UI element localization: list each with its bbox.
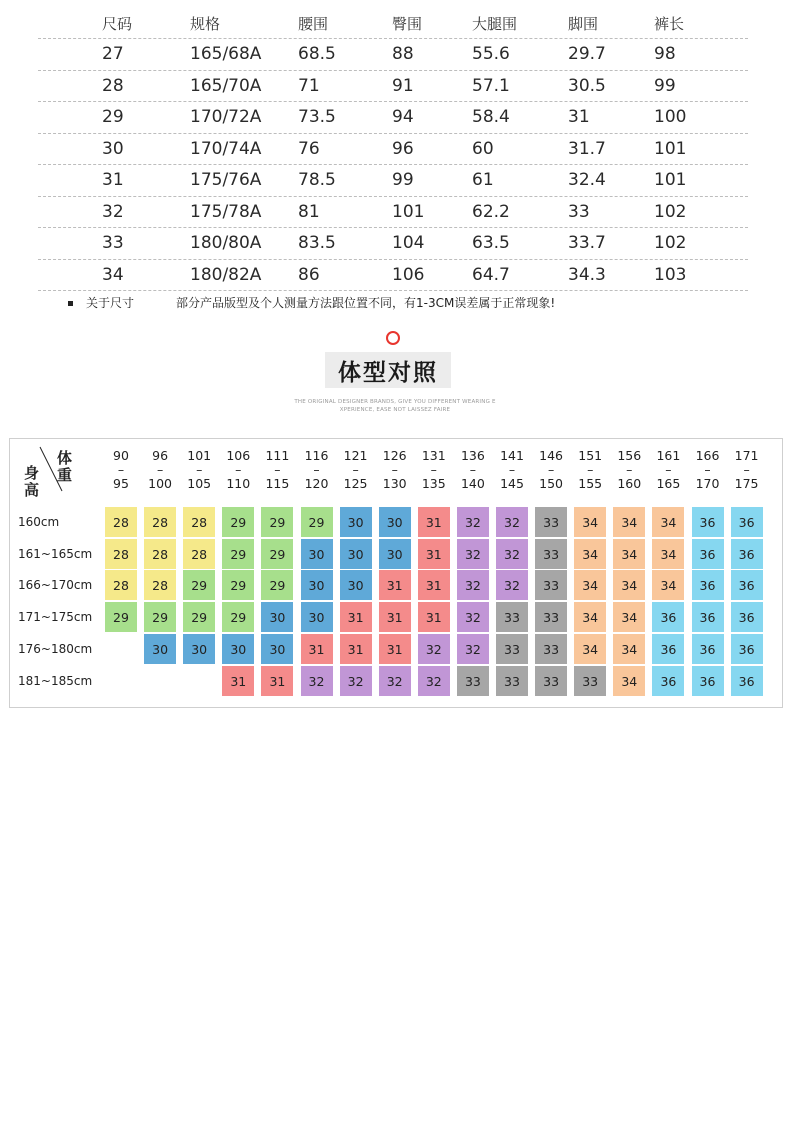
size-cell: 34	[613, 602, 645, 632]
size-table-row	[38, 228, 748, 260]
section-title: 体型对照	[338, 359, 438, 386]
size-cell: 34	[574, 507, 606, 537]
corner-height-label: 身高	[24, 464, 40, 499]
size-cell: 30	[261, 634, 293, 664]
size-cell: 30	[340, 539, 372, 569]
table-cell: 88	[392, 44, 414, 65]
table-cell: 30	[102, 138, 124, 159]
size-cell: 34	[652, 570, 684, 600]
body-type-chart	[9, 438, 783, 1135]
size-cell: 29	[144, 602, 176, 632]
height-row-label: 166~170cm	[18, 578, 93, 592]
weight-min: 166	[695, 448, 720, 463]
weight-min: 156	[617, 448, 642, 463]
size-cell: 29	[261, 539, 293, 569]
weight-range-header	[141, 449, 179, 491]
size-cell: 34	[574, 570, 606, 600]
size-cell: 30	[222, 634, 254, 664]
table-cell: 91	[392, 75, 414, 96]
column-header: 大腿围	[472, 14, 518, 33]
table-cell: 94	[392, 107, 414, 128]
size-cell: 31	[379, 570, 411, 600]
height-row-label: 161~165cm	[18, 547, 93, 561]
subtitle-line-2: XPERIENCE, EASE NOT LAISSEZ FAIRE	[339, 407, 451, 413]
table-cell: 175/78A	[190, 201, 262, 222]
weight-range-header	[219, 449, 257, 491]
table-cell: 62.2	[472, 201, 510, 222]
weight-max: 140	[460, 476, 485, 491]
column-header: 脚围	[568, 14, 599, 33]
note-text: 部分产品版型及个人测量方法跟位置不同，有1-3CM误差属于正常现象!	[176, 296, 556, 310]
range-dash: –	[352, 462, 359, 477]
size-cell: 28	[144, 507, 176, 537]
weight-max: 125	[343, 476, 368, 491]
size-cell: 36	[652, 666, 684, 696]
weight-range-header	[298, 449, 336, 491]
table-cell: 165/70A	[190, 75, 262, 96]
size-table-row	[38, 165, 748, 197]
size-cell: 30	[301, 570, 333, 600]
size-cell: 31	[418, 602, 450, 632]
size-cell: 28	[105, 539, 137, 569]
size-cell: 33	[496, 602, 528, 632]
table-cell: 101	[654, 138, 687, 159]
table-cell: 63.5	[472, 233, 510, 254]
size-cell: 32	[418, 666, 450, 696]
table-cell: 27	[102, 44, 124, 65]
size-cell: 31	[340, 634, 372, 664]
table-cell: 32.4	[568, 170, 606, 191]
table-cell: 81	[298, 201, 320, 222]
table-cell: 71	[298, 75, 320, 96]
size-table-row	[38, 71, 748, 103]
size-table-row	[38, 197, 748, 229]
table-cell: 57.1	[472, 75, 510, 96]
weight-max: 120	[304, 476, 329, 491]
size-cell: 30	[301, 539, 333, 569]
table-cell: 180/80A	[190, 233, 262, 254]
size-cell: 34	[613, 539, 645, 569]
weight-min: 126	[382, 448, 407, 463]
range-dash: –	[587, 462, 594, 477]
height-row-label: 171~175cm	[18, 610, 93, 624]
size-cell: 32	[418, 634, 450, 664]
size-cell: 32	[496, 539, 528, 569]
size-cell: 30	[379, 507, 411, 537]
weight-max: 95	[113, 476, 129, 491]
size-cell: 36	[692, 539, 724, 569]
size-cell: 33	[535, 634, 567, 664]
weight-max: 150	[539, 476, 564, 491]
range-dash: –	[626, 462, 633, 477]
size-cell: 34	[613, 666, 645, 696]
weight-range-header	[337, 449, 375, 491]
weight-max: 100	[148, 476, 173, 491]
size-cell: 32	[457, 539, 489, 569]
weight-max: 130	[382, 476, 407, 491]
weight-range-header	[610, 449, 648, 491]
table-cell: 68.5	[298, 44, 336, 65]
weight-range-header	[728, 449, 766, 491]
table-cell: 58.4	[472, 107, 510, 128]
size-cell: 36	[731, 570, 763, 600]
size-cell: 34	[613, 570, 645, 600]
size-cell: 34	[652, 507, 684, 537]
size-cell: 33	[496, 634, 528, 664]
weight-min: 131	[421, 448, 446, 463]
size-table-row	[38, 134, 748, 166]
size-cell: 31	[301, 634, 333, 664]
size-cell: 28	[183, 507, 215, 537]
range-dash: –	[743, 462, 750, 477]
size-cell: 31	[418, 539, 450, 569]
size-table-header	[38, 8, 748, 39]
size-cell: 29	[222, 507, 254, 537]
size-cell: 36	[692, 634, 724, 664]
table-cell: 102	[654, 201, 687, 222]
size-cell: 31	[340, 602, 372, 632]
weight-min: 141	[500, 448, 524, 463]
weight-max: 105	[187, 476, 212, 491]
table-cell: 98	[654, 44, 676, 65]
range-dash: –	[665, 462, 672, 477]
table-cell: 78.5	[298, 170, 336, 191]
table-cell: 104	[392, 233, 425, 254]
size-cell: 30	[340, 570, 372, 600]
size-cell: 30	[144, 634, 176, 664]
height-row-label: 160cm	[18, 515, 60, 529]
size-note	[68, 292, 768, 314]
size-cell: 32	[496, 507, 528, 537]
size-cell: 28	[105, 507, 137, 537]
size-cell: 36	[652, 634, 684, 664]
table-cell: 33.7	[568, 233, 606, 254]
table-cell: 102	[654, 233, 687, 254]
section-subtitle	[240, 398, 550, 414]
table-cell: 31.7	[568, 138, 606, 159]
size-cell: 36	[731, 602, 763, 632]
size-table-row	[38, 102, 748, 134]
range-dash: –	[196, 462, 203, 477]
size-cell: 36	[692, 570, 724, 600]
size-cell: 33	[535, 666, 567, 696]
table-cell: 100	[654, 107, 687, 128]
weight-max: 115	[265, 476, 290, 491]
weight-min: 171	[734, 448, 759, 463]
weight-range-header	[258, 449, 296, 491]
size-cell: 32	[340, 666, 372, 696]
circle-icon	[386, 331, 400, 345]
size-cell: 34	[574, 602, 606, 632]
height-row-label: 181~185cm	[18, 674, 93, 688]
table-cell: 55.6	[472, 44, 510, 65]
weight-range-header	[376, 449, 414, 491]
table-cell: 61	[472, 170, 494, 191]
weight-max: 165	[656, 476, 681, 491]
weight-min: 116	[304, 448, 329, 463]
size-cell: 33	[496, 666, 528, 696]
size-cell: 32	[379, 666, 411, 696]
table-cell: 101	[654, 170, 687, 191]
size-cell: 36	[692, 666, 724, 696]
size-cell: 31	[418, 507, 450, 537]
table-cell: 165/68A	[190, 44, 262, 65]
size-cell: 29	[261, 570, 293, 600]
size-cell: 28	[183, 539, 215, 569]
range-dash: –	[156, 462, 164, 477]
column-header: 腰围	[298, 14, 329, 33]
table-cell: 86	[298, 264, 320, 285]
weight-range-header	[102, 449, 140, 491]
table-cell: 175/76A	[190, 170, 262, 191]
weight-min: 96	[152, 448, 169, 463]
size-cell: 32	[301, 666, 333, 696]
range-dash: –	[704, 462, 711, 477]
table-cell: 30.5	[568, 75, 606, 96]
size-cell: 31	[379, 634, 411, 664]
table-cell: 99	[654, 75, 676, 96]
size-cell: 29	[261, 507, 293, 537]
size-cell: 29	[222, 539, 254, 569]
column-header: 尺码	[102, 14, 133, 33]
range-dash: –	[547, 462, 555, 477]
weight-min: 90	[113, 448, 129, 463]
size-cell: 32	[457, 602, 489, 632]
size-table-row	[38, 39, 748, 71]
weight-min: 121	[343, 448, 368, 463]
table-cell: 34	[102, 264, 124, 285]
weight-min: 161	[656, 448, 681, 463]
table-cell: 29.7	[568, 44, 606, 65]
table-cell: 76	[298, 138, 320, 159]
table-cell: 96	[392, 138, 414, 159]
range-dash: –	[117, 462, 125, 477]
range-dash: –	[430, 462, 437, 477]
size-cell: 30	[183, 634, 215, 664]
size-cell: 28	[144, 539, 176, 569]
size-cell: 30	[301, 602, 333, 632]
size-cell: 32	[457, 570, 489, 600]
size-cell: 32	[496, 570, 528, 600]
table-cell: 101	[392, 201, 425, 222]
table-cell: 32	[102, 201, 124, 222]
weight-max: 110	[226, 476, 251, 491]
size-cell: 34	[613, 507, 645, 537]
weight-min: 146	[539, 448, 564, 463]
table-cell: 103	[654, 264, 687, 285]
size-cell: 29	[105, 602, 137, 632]
weight-range-header	[571, 449, 609, 491]
table-cell: 60	[472, 138, 494, 159]
size-cell: 36	[731, 539, 763, 569]
size-cell: 29	[183, 570, 215, 600]
size-cell: 34	[652, 539, 684, 569]
bullet-icon	[68, 301, 73, 306]
weight-min: 101	[187, 448, 212, 463]
weight-range-header	[180, 449, 218, 491]
range-dash: –	[235, 462, 242, 477]
table-cell: 73.5	[298, 107, 336, 128]
weight-max: 170	[695, 476, 720, 491]
weight-max: 175	[734, 476, 759, 491]
size-cell: 36	[731, 666, 763, 696]
size-table-row	[38, 260, 748, 292]
size-cell: 29	[222, 602, 254, 632]
weight-range-header	[454, 449, 492, 491]
table-cell: 180/82A	[190, 264, 262, 285]
weight-range-header	[649, 449, 687, 491]
table-cell: 28	[102, 75, 124, 96]
weight-range-header	[493, 449, 531, 491]
size-cell: 36	[731, 634, 763, 664]
size-cell: 36	[652, 602, 684, 632]
weight-min: 151	[578, 448, 603, 463]
size-cell: 34	[574, 539, 606, 569]
size-cell: 31	[222, 666, 254, 696]
size-cell: 36	[692, 507, 724, 537]
size-cell: 33	[535, 570, 567, 600]
table-cell: 34.3	[568, 264, 606, 285]
range-dash: –	[313, 462, 320, 477]
table-cell: 31	[568, 107, 590, 128]
range-dash: –	[274, 462, 281, 477]
table-cell: 33	[102, 233, 124, 254]
size-cell: 30	[261, 602, 293, 632]
size-cell: 33	[535, 539, 567, 569]
size-cell: 32	[457, 634, 489, 664]
table-cell: 64.7	[472, 264, 510, 285]
table-cell: 31	[102, 170, 124, 191]
note-label: 关于尺寸	[86, 296, 135, 310]
size-cell: 33	[535, 602, 567, 632]
size-cell: 31	[261, 666, 293, 696]
corner-header	[10, 439, 98, 502]
table-cell: 170/72A	[190, 107, 262, 128]
size-table	[38, 8, 748, 291]
size-cell: 31	[418, 570, 450, 600]
size-cell: 33	[574, 666, 606, 696]
weight-max: 160	[617, 476, 642, 491]
size-cell: 30	[379, 539, 411, 569]
range-dash: –	[508, 462, 516, 477]
column-header: 臀围	[392, 14, 423, 33]
weight-min: 111	[265, 448, 290, 463]
size-cell: 36	[692, 602, 724, 632]
column-header: 规格	[190, 14, 221, 33]
weight-range-header	[415, 449, 453, 491]
table-cell: 33	[568, 201, 590, 222]
weight-range-header	[532, 449, 570, 491]
size-cell: 34	[574, 634, 606, 664]
size-cell: 34	[613, 634, 645, 664]
weight-max: 135	[421, 476, 446, 491]
table-cell: 106	[392, 264, 425, 285]
size-cell: 30	[340, 507, 372, 537]
table-cell: 29	[102, 107, 124, 128]
size-cell: 29	[222, 570, 254, 600]
table-cell: 170/74A	[190, 138, 262, 159]
range-dash: –	[391, 462, 398, 477]
weight-max: 155	[578, 476, 603, 491]
size-cell: 32	[457, 507, 489, 537]
weight-range-header	[689, 449, 727, 491]
corner-weight-label: 体重	[57, 449, 73, 484]
size-cell: 33	[457, 666, 489, 696]
column-header: 裤长	[654, 14, 685, 33]
table-cell: 99	[392, 170, 414, 191]
weight-max: 145	[500, 476, 524, 491]
range-dash: –	[469, 462, 477, 477]
size-cell: 33	[535, 507, 567, 537]
weight-min: 136	[460, 448, 485, 463]
table-cell: 83.5	[298, 233, 336, 254]
size-cell: 31	[379, 602, 411, 632]
size-cell: 28	[144, 570, 176, 600]
watermark: shop174851756ob9.1688.com	[390, 1111, 722, 1135]
size-cell: 28	[105, 570, 137, 600]
weight-min: 106	[226, 448, 251, 463]
height-row-label: 176~180cm	[18, 642, 93, 656]
size-cell: 29	[183, 602, 215, 632]
subtitle-line-1: THE ORIGINAL DESIGNER BRANDS, GIVE YOU DIFFERENT WEARING E	[294, 399, 496, 405]
size-cell: 29	[301, 507, 333, 537]
size-cell: 36	[731, 507, 763, 537]
